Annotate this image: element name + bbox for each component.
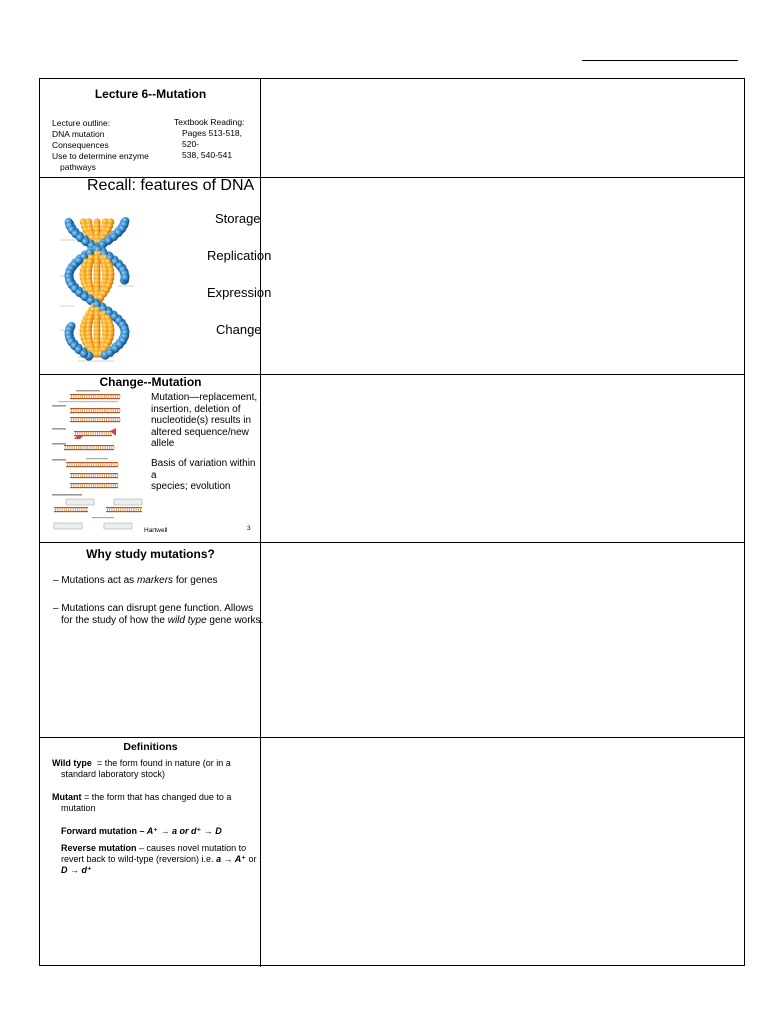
notes-area-1[interactable]	[261, 79, 744, 177]
feature-storage: Storage	[215, 211, 261, 226]
point-markers: – Mutations act as markers for genes	[53, 575, 218, 586]
notes-area-2[interactable]	[261, 178, 744, 374]
slide-3	[40, 375, 261, 542]
variation-basis: Basis of variation within a species; evolution	[151, 458, 256, 492]
slide-row-4	[40, 543, 744, 738]
outline-item: DNA mutation	[52, 129, 105, 139]
reading-label: Textbook Reading:	[174, 117, 245, 127]
point-gene-function: – Mutations can disrupt gene function. Allows for the study of how the wild type gene works.	[53, 603, 264, 626]
name-line	[582, 60, 738, 61]
slide-2	[40, 177, 272, 374]
notes-area-3[interactable]	[261, 375, 744, 542]
slide-4-title: Why study mutations?	[86, 547, 215, 561]
notes-area-5[interactable]	[261, 738, 744, 967]
notes-area-4[interactable]	[261, 543, 744, 737]
notes-grid	[39, 78, 745, 966]
outline-item: pathways	[60, 162, 96, 172]
slide-row-5	[40, 738, 744, 967]
mutation-description: Mutation—replacement, insertion, deletion of nucleotide(s) results in altered sequence/new allele	[151, 392, 258, 449]
slide-5	[40, 738, 261, 967]
reading-pages: 538, 540-541	[182, 150, 233, 160]
reading-pages: Pages 513-518, 520-	[182, 128, 243, 149]
definition-wild-type: Wild type = the form found in nature (or in a standard laboratory stock)	[52, 758, 231, 779]
mutation-types-figure	[52, 389, 160, 537]
outline-item: Consequences	[52, 140, 109, 150]
slide-1	[40, 79, 261, 177]
dna-double-helix-image	[58, 218, 136, 364]
slide-row-2	[40, 178, 744, 375]
feature-change: Change	[216, 322, 262, 337]
slide-row-1	[40, 79, 744, 178]
slide-4	[40, 543, 264, 737]
outline-label: Lecture outline:	[52, 118, 111, 128]
slide-1-title: Lecture 6--Mutation	[94, 87, 207, 101]
slide-3-title: Change--Mutation	[99, 375, 202, 389]
outline-item: Use to determine enzyme	[52, 151, 149, 161]
slide-number: 3	[247, 525, 251, 532]
slide-2-title: Recall: features of DNA	[87, 177, 255, 194]
slide-row-3	[40, 375, 744, 543]
figure-credit: Hartwell	[144, 527, 168, 534]
definition-forward-mutation: Forward mutation – A⁺ → a or d⁺ → D	[61, 826, 222, 836]
textbook-reading	[174, 117, 260, 161]
definition-reverse-mutation: Reverse mutation – causes novel mutation to revert back to wild-type (reversion) i.e. a → A⁺ or D → d⁺	[61, 843, 257, 875]
feature-expression: Expression	[207, 285, 272, 300]
definition-mutant: Mutant = the form that has changed due to a mutation	[52, 792, 232, 813]
feature-replication: Replication	[207, 248, 272, 263]
slide-5-title: Definitions	[123, 741, 178, 753]
lecture-outline	[52, 118, 149, 173]
